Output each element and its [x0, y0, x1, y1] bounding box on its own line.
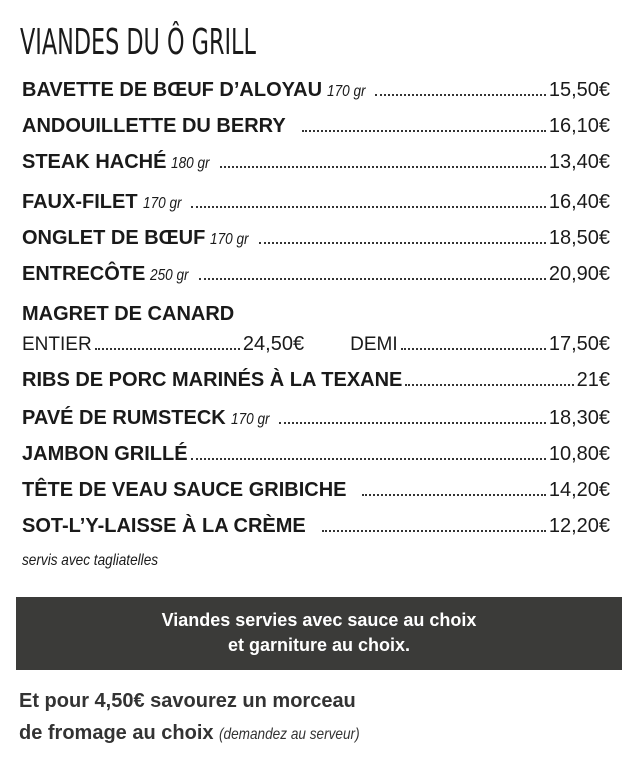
item-price: 15,50€ [548, 79, 610, 101]
banner-line: et garniture au choix. [227, 635, 411, 655]
offer-line: de fromage au choix [19, 722, 214, 744]
item-name: ANDOUILLETTE DU BERRY [22, 115, 286, 137]
dot-leader [220, 166, 546, 168]
dot-leader [401, 348, 546, 350]
dot-leader [375, 94, 545, 96]
menu-item [22, 479, 610, 507]
menu-item [22, 407, 610, 435]
menu-item-variants [22, 333, 610, 361]
menu-item [22, 443, 610, 471]
item-name: RIBS DE PORC MARINÉS À LA TEXANE [22, 369, 403, 391]
cheese-offer [19, 685, 384, 751]
item-name: JAMBON GRILLÉ [22, 443, 188, 465]
item-name: FAUX-FILET [22, 191, 138, 213]
item-name: MAGRET DE CANARD [22, 303, 235, 325]
item-weight: 170 gr [210, 231, 249, 248]
item-name: ONGLET DE BŒUF [22, 227, 206, 249]
menu-item [22, 263, 610, 291]
dot-leader [362, 494, 545, 496]
item-weight: 250 gr [150, 267, 189, 284]
item-price: 16,10€ [548, 115, 610, 137]
item-price: 12,20€ [548, 515, 610, 537]
item-weight: 170 gr [327, 83, 366, 100]
item-price: 18,30€ [548, 407, 610, 429]
dot-leader [279, 422, 546, 424]
offer-line: Et pour 4,50€ savourez un morceau [19, 690, 356, 712]
item-name: ENTRECÔTE [22, 263, 146, 285]
item-weight: 170 gr [230, 411, 270, 428]
item-price: 13,40€ [548, 151, 610, 173]
item-price: 16,40€ [548, 191, 610, 213]
item-price: 21€ [576, 369, 610, 391]
menu-item [22, 79, 610, 107]
menu-item [22, 515, 610, 543]
offer-aside: (demandez au serveur) [219, 726, 360, 743]
variant-price: 24,50€ [242, 333, 305, 355]
item-weight: 180 gr [171, 155, 211, 172]
item-name: SOT-L’Y-LAISSE À LA CRÈME [22, 515, 306, 537]
item-weight: 170 gr [142, 195, 182, 212]
info-banner [16, 597, 622, 670]
item-price: 20,90€ [548, 263, 610, 285]
dot-leader [199, 278, 546, 280]
menu-item [22, 227, 610, 255]
dot-leader [191, 458, 546, 460]
item-note: servis avec tagliatelles [22, 552, 159, 569]
dot-leader [322, 530, 546, 532]
item-price: 10,80€ [548, 443, 610, 465]
item-name: STEAK HACHÉ [22, 151, 167, 173]
banner-line: Viandes servies avec sauce au choix [161, 610, 477, 630]
menu-item [22, 191, 610, 219]
dot-leader [405, 384, 573, 386]
variant-label: DEMI [350, 334, 398, 355]
variant-price: 17,50€ [548, 333, 610, 355]
menu-item [22, 151, 610, 179]
menu-item [22, 369, 610, 397]
menu-item [22, 303, 610, 331]
item-price: 18,50€ [548, 227, 610, 249]
section-title: VIANDES DU Ô GRILL [20, 22, 256, 63]
item-name: TÊTE DE VEAU SAUCE GRIBICHE [22, 479, 347, 501]
item-name: PAVÉ DE RUMSTECK [22, 407, 226, 429]
menu-item [22, 115, 610, 143]
item-name: BAVETTE DE BŒUF D’ALOYAU [22, 79, 323, 101]
dot-leader [302, 130, 546, 132]
item-price: 14,20€ [548, 479, 610, 501]
dot-leader [95, 348, 240, 350]
dot-leader [259, 242, 546, 244]
variant-label: ENTIER [22, 334, 92, 355]
dot-leader [191, 206, 546, 208]
